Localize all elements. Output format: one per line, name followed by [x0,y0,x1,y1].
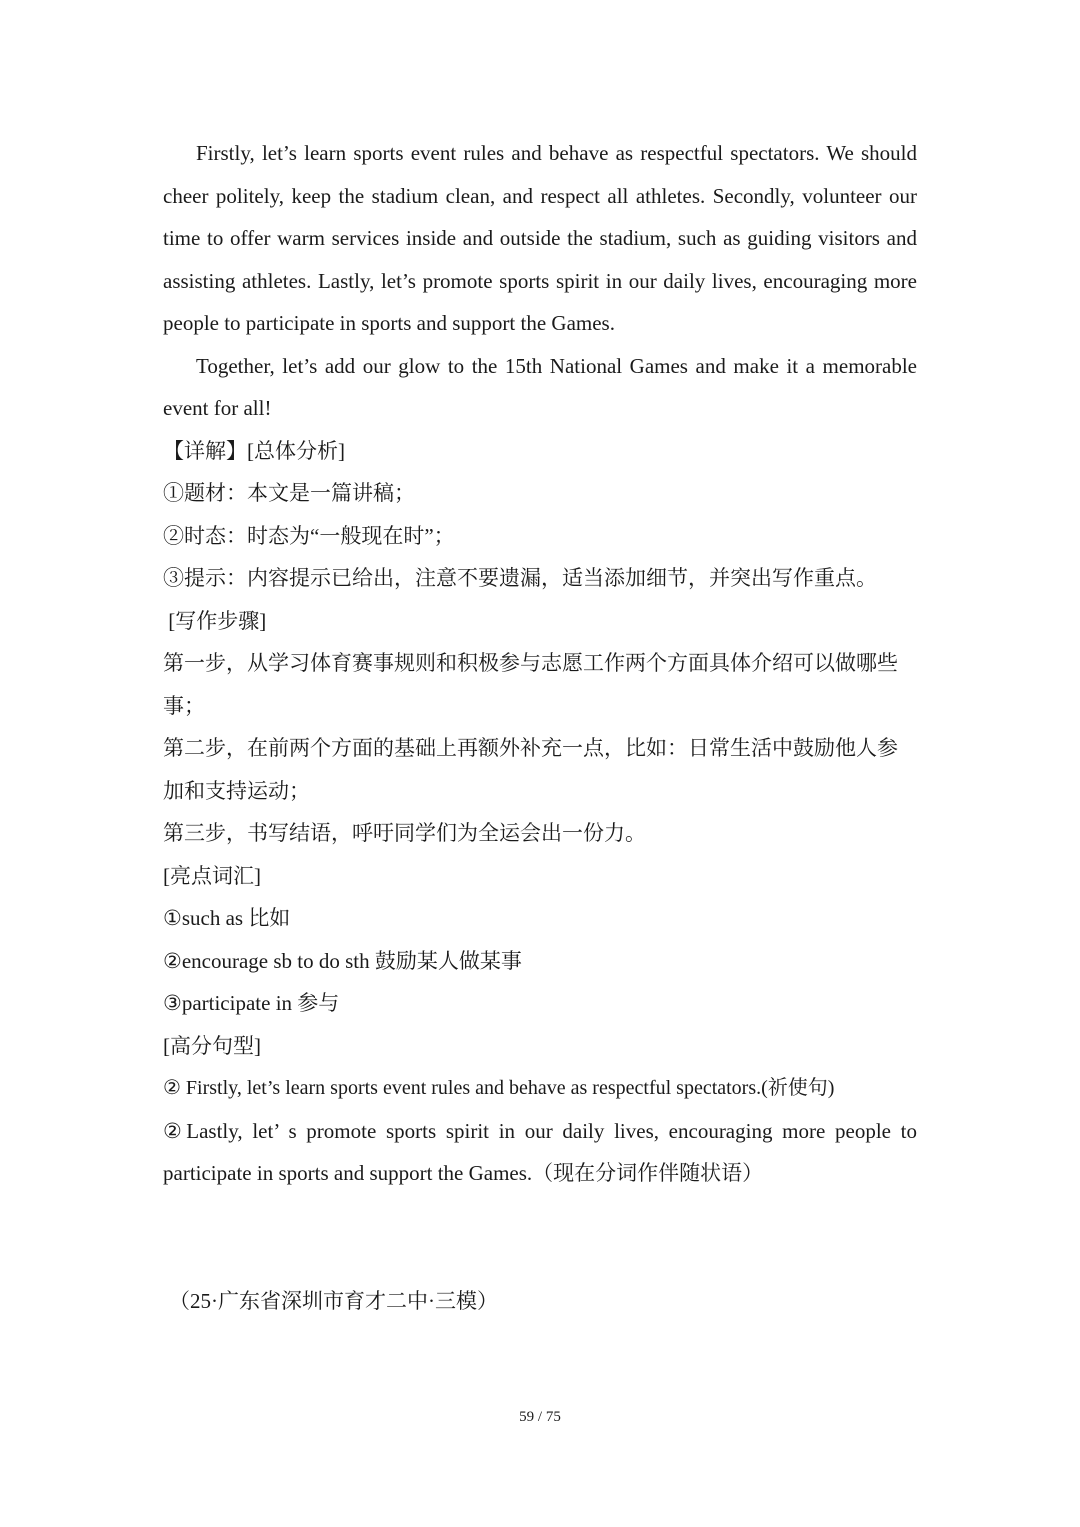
vocab-item-2: ②encourage sb to do sth 鼓励某人做某事 [163,948,522,973]
essay-paragraph-2: Together, let’s add our glow to the 15th National Games and make it a memorable event for all! [163,353,917,420]
vocab-item-1: ①such as 比如 [163,906,291,930]
steps-heading: [写作步骤] [163,608,267,633]
sentence-item-2: ②Lastly, let’ s promote sports spirit in our daily lives, encouraging more people to participate in sports and support the Games.（现在分词作伴随状语） [163,1118,917,1185]
sentence-heading: [高分句型] [163,1033,261,1058]
step-2: 第二步，在前两个方面的基础上再额外补充一点，比如：日常生活中鼓励他人参加和支持运动； [163,736,898,803]
page-content [163,132,917,1322]
vocab-item-3: ③participate in 参与 [163,991,340,1015]
spacer [163,1195,917,1280]
step-3: 第三步，书写结语，呼吁同学们为全运会出一份力。 [163,821,646,845]
page-number: 59 / 75 [519,1409,561,1425]
analysis-heading: 【详解】[总体分析] [163,438,345,463]
overview-item-hint: ③提示：内容提示已给出，注意不要遗漏，适当添加细节，并突出写作重点。 [163,566,877,590]
step-1: 第一步，从学习体育赛事规则和积极参与志愿工作两个方面具体介绍可以做哪些事； [163,651,898,718]
essay-paragraph-1: Firstly, let’s learn sports event rules and behave as respectful spectators. We should cheer politely, keep the stadium clean, and respect all athletes. Secondly, volunteer our time to offer warm services inside and outside the stadium, such as guiding visitors and assisting athletes. Lastly, let’s promote sports spirit in our daily lives, encouraging more people to participate in sports and support the Games. [163,141,917,335]
overview-item-topic: ①题材：本文是一篇讲稿； [163,481,415,505]
overview-item-tense: ②时态：时态为“一般现在时”； [163,523,455,548]
sentence-item-1: ② Firstly, let’s learn sports event rules and behave as respectful spectators.(祈使句) [163,1077,835,1099]
question-source: （25·广东省深圳市育才二中·三模） [169,1288,498,1313]
vocab-heading: [亮点词汇] [163,863,261,888]
